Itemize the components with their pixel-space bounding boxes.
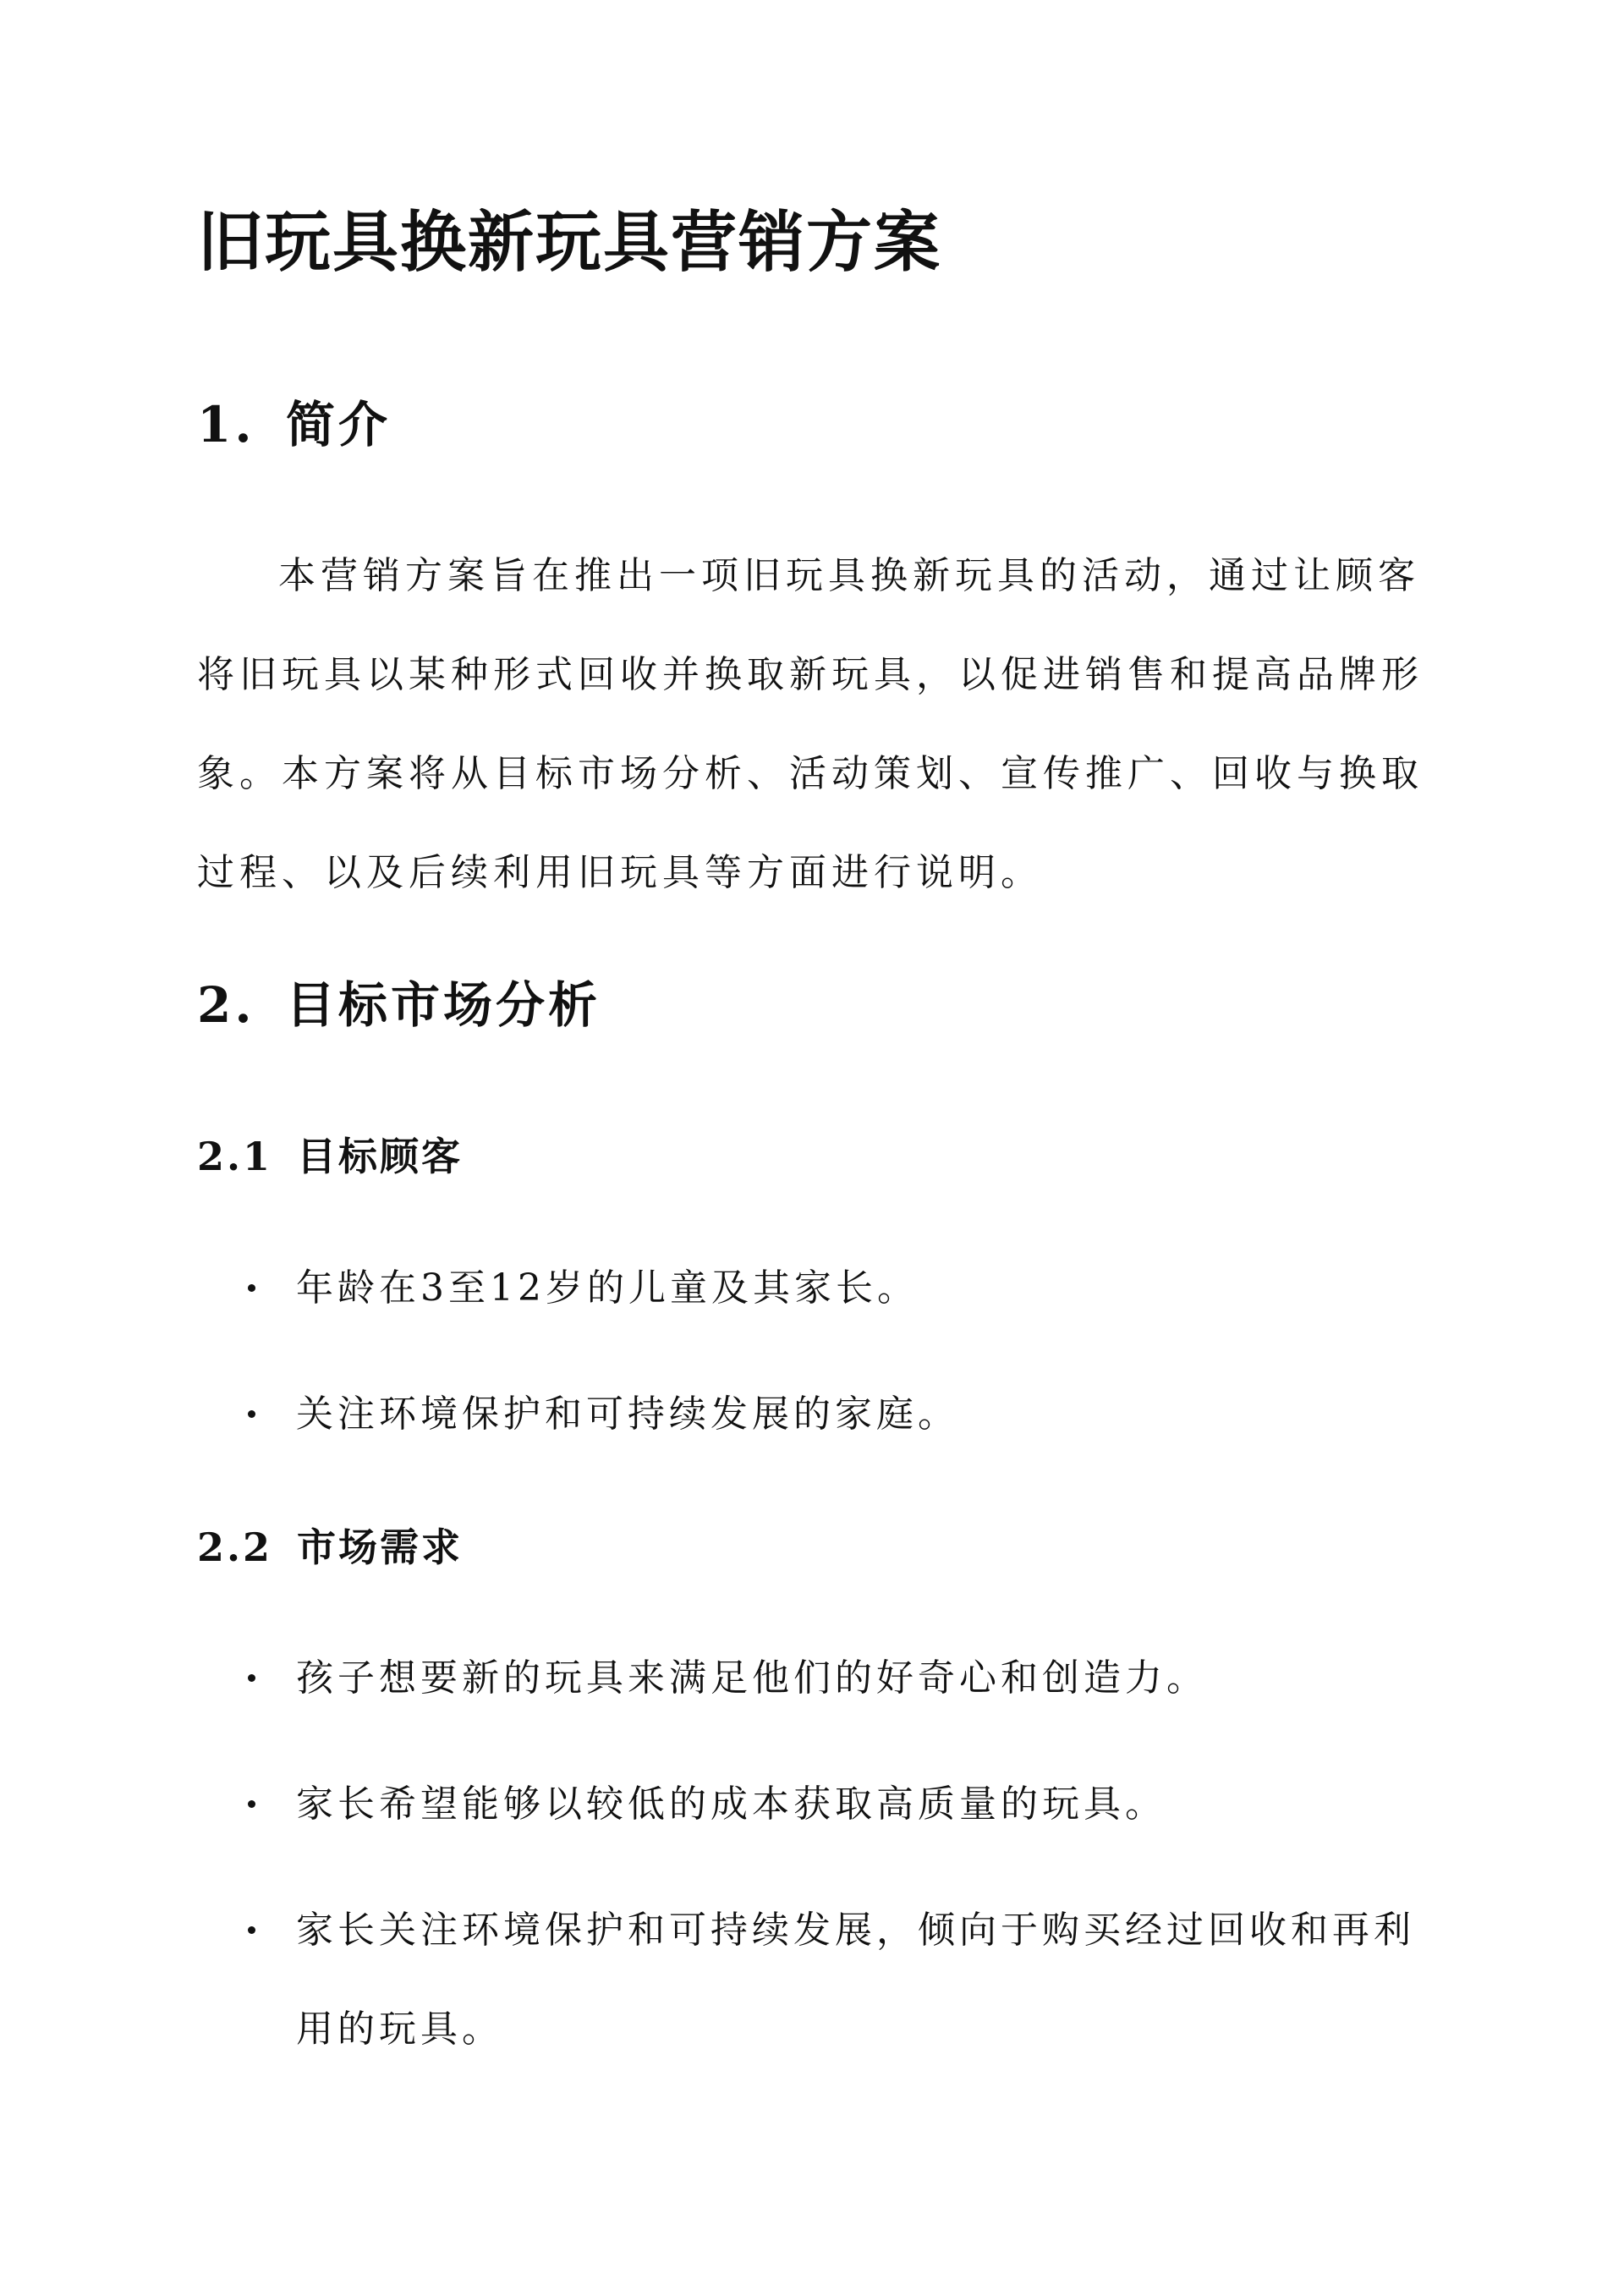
list-item-text: 年龄在3至12岁的儿童及其家长。	[296, 1266, 919, 1310]
section-heading-intro	[197, 391, 391, 459]
section-number: 2.	[197, 976, 255, 1034]
subsection-title: 市场需求	[297, 1524, 463, 1570]
list-item-text: 孩子想要新的玩具来满足他们的好奇心和创造力。	[296, 1656, 1208, 1700]
list-item-text: 关注环境保护和可持续发展的家庭。	[296, 1392, 959, 1436]
bullet-icon	[248, 1926, 255, 1934]
bullet-icon	[248, 1800, 255, 1808]
list-item	[197, 1239, 1432, 1338]
list-item	[197, 1365, 1432, 1464]
subsection-number: 2.1	[197, 1134, 273, 1179]
market-demand-list	[197, 1629, 1432, 2106]
list-item-text: 家长希望能够以较低的成本获取高质量的玩具。	[296, 1782, 1166, 1826]
section-heading-market-analysis	[197, 971, 601, 1039]
bullet-icon	[248, 1674, 255, 1682]
subsection-heading-target-customers	[197, 1129, 463, 1184]
list-item	[197, 1755, 1432, 1854]
subsection-title: 目标顾客	[297, 1134, 463, 1179]
intro-paragraph: 本营销方案旨在推出一项旧玩具换新玩具的活动，通过让顾客将旧玩具以某种形式回收并换取新玩具，以促进销售和提高品牌形象。本方案将从目标市场分析、活动策划、宣传推广、回收与换取过程、以及后续利用旧玩具等方面进行说明。	[197, 554, 1424, 894]
section-title: 简介	[286, 396, 392, 453]
document-title: 旧玩具换新玩具营销方案	[197, 204, 942, 281]
bullet-icon	[248, 1410, 255, 1418]
list-item	[197, 1881, 1432, 2079]
subsection-number: 2.2	[197, 1524, 273, 1570]
list-item-text: 家长关注环境保护和可持续发展，倾向于购买经过回收和再利用的玩具。	[296, 1909, 1415, 2051]
section-number: 1.	[197, 396, 255, 453]
subsection-heading-market-demand	[197, 1520, 463, 1574]
target-customers-list	[197, 1239, 1432, 1491]
section-title: 目标市场分析	[286, 976, 601, 1034]
list-item	[197, 1629, 1432, 1727]
bullet-icon	[248, 1284, 255, 1292]
